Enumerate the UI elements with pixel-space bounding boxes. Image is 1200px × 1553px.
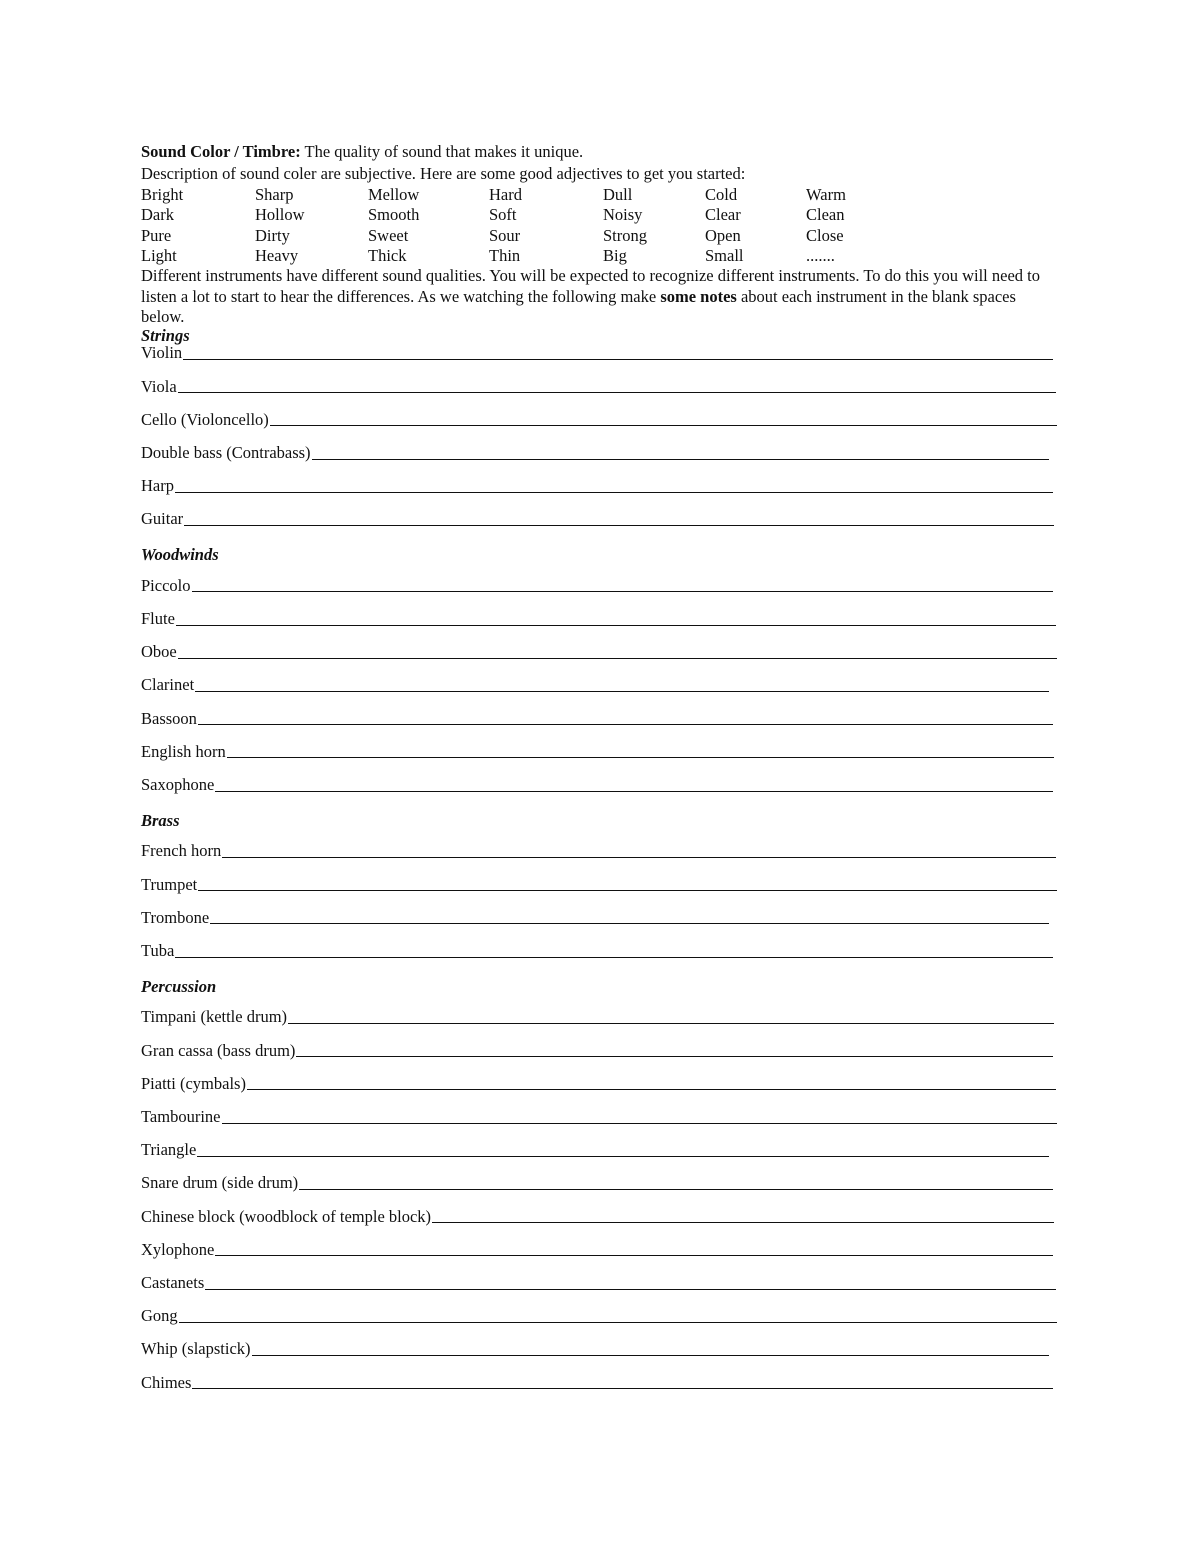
instrument-row: [141, 442, 1049, 464]
instrument-label: Viola: [141, 376, 177, 396]
instrument-row: [141, 1238, 1053, 1260]
instrument-label: Snare drum (side drum): [141, 1173, 299, 1193]
adjective: Smooth: [368, 205, 420, 225]
instrument-row: [141, 1139, 1049, 1161]
notes-blank-line[interactable]: [195, 691, 1049, 692]
notes-blank-line[interactable]: [176, 625, 1056, 626]
instrument-label: Chinese block (woodblock of temple block): [141, 1206, 432, 1226]
instrument-row: [141, 707, 1053, 729]
instructions-text-1: Different instruments have different sound qualities. You will be expected to recognize different instruments. To do this you will need to listen a lot to start to hear the differences. As we watching the following make: [141, 266, 1040, 306]
adjective: Hard: [489, 185, 522, 204]
notes-blank-line[interactable]: [183, 359, 1053, 360]
notes-blank-line[interactable]: [227, 757, 1054, 758]
notes-blank-line[interactable]: [198, 724, 1053, 725]
instrument-row: [141, 1272, 1056, 1294]
adjective: Dark: [141, 205, 174, 225]
adjective-row: [141, 246, 1059, 266]
adjective: Close: [806, 225, 844, 245]
notes-blank-line[interactable]: [288, 1023, 1054, 1024]
notes-blank-line[interactable]: [210, 923, 1049, 924]
instrument-row: [141, 508, 1054, 530]
instrument-label: Chimes: [141, 1372, 192, 1392]
instrument-label: French horn: [141, 841, 222, 861]
instrument-row: [141, 342, 1053, 364]
adjective: Open: [705, 225, 741, 245]
adjective: Small: [705, 245, 744, 265]
instrument-label: Double bass (Contrabass): [141, 442, 311, 462]
instrument-label: Tuba: [141, 940, 175, 960]
adjective: Thick: [368, 245, 407, 265]
instrument-row: [141, 408, 1057, 430]
instrument-row: [141, 1006, 1054, 1028]
adjective: Soft: [489, 205, 517, 225]
adjective: Dirty: [255, 225, 290, 245]
instrument-row: [141, 873, 1057, 895]
instrument-row: [141, 1305, 1057, 1327]
instrument-label: Cello (Violoncello): [141, 409, 269, 429]
notes-blank-line[interactable]: [178, 392, 1056, 393]
instrument-label: Violin: [141, 343, 183, 363]
instrument-row: [141, 1106, 1057, 1128]
instrument-row: [141, 608, 1056, 630]
instrument-row: [141, 1205, 1054, 1227]
instrument-row: [141, 1039, 1053, 1061]
notes-blank-line[interactable]: [247, 1089, 1056, 1090]
adjective-row: [141, 205, 1059, 225]
instrument-label: Xylophone: [141, 1239, 215, 1259]
section-heading-brass: Brass: [141, 810, 180, 830]
section-heading-strings: Strings: [141, 326, 190, 345]
instrument-label: Tambourine: [141, 1106, 221, 1126]
instrument-label: Oboe: [141, 642, 177, 662]
instrument-row: [141, 840, 1056, 862]
adjective: Warm: [806, 185, 846, 204]
instrument-label: Saxophone: [141, 774, 215, 794]
title-definition: The quality of sound that makes it unique.: [300, 142, 584, 161]
instrument-row: [141, 1072, 1056, 1094]
section-heading-woodwinds: Woodwinds: [141, 545, 219, 565]
title-line: [141, 142, 1059, 164]
notes-blank-line[interactable]: [252, 1355, 1049, 1356]
instrument-row: [141, 1172, 1053, 1194]
notes-blank-line[interactable]: [270, 425, 1057, 426]
adjective: Sharp: [255, 185, 294, 204]
adjective: Cold: [705, 185, 738, 204]
worksheet-page: [141, 142, 1059, 1392]
instrument-label: Trombone: [141, 907, 210, 927]
notes-blank-line[interactable]: [312, 459, 1049, 460]
instrument-label: Timpani (kettle drum): [141, 1007, 288, 1027]
instrument-label: Harp: [141, 476, 174, 496]
section-heading-percussion: Percussion: [141, 976, 217, 996]
notes-blank-line[interactable]: [222, 857, 1056, 858]
adjective: Thin: [489, 245, 521, 265]
adjective: Pure: [141, 225, 172, 245]
instrument-label: Guitar: [141, 509, 184, 529]
adjective: Big: [603, 245, 627, 265]
adjective: Sweet: [368, 225, 409, 245]
notes-blank-line[interactable]: [184, 525, 1054, 526]
instrument-row: [141, 906, 1049, 928]
adjective: Light: [141, 245, 177, 265]
adjective: Mellow: [368, 185, 420, 204]
notes-blank-line[interactable]: [192, 591, 1054, 592]
adjective: Hollow: [255, 205, 305, 225]
instrument-label: Triangle: [141, 1140, 197, 1160]
instrument-row: [141, 641, 1057, 663]
notes-blank-line[interactable]: [175, 492, 1053, 493]
page-title: Sound Color / Timbre:: [141, 142, 301, 161]
adjective: Clean: [806, 205, 845, 225]
adjective: Heavy: [255, 245, 299, 265]
adjective: Noisy: [603, 205, 643, 225]
instrument-label: Clarinet: [141, 675, 195, 695]
instrument-label: Piatti (cymbals): [141, 1073, 246, 1093]
adjective: .......: [806, 245, 835, 265]
instrument-label: Flute: [141, 608, 175, 628]
instrument-label: English horn: [141, 741, 226, 761]
instrument-row: [141, 774, 1053, 796]
instrument-row: [141, 1371, 1053, 1393]
instrument-row: [141, 375, 1056, 397]
instructions-text-2: about each instrument in the blank spaces below.: [141, 286, 1016, 327]
notes-blank-line[interactable]: [215, 791, 1053, 792]
adjective: Clear: [705, 205, 741, 225]
instrument-label: Gran cassa (bass drum): [141, 1040, 296, 1060]
instrument-label: Gong: [141, 1306, 178, 1326]
instrument-label: Castanets: [141, 1272, 205, 1292]
adjective: Dull: [603, 185, 633, 204]
notes-blank-line[interactable]: [215, 1255, 1053, 1256]
notes-blank-line[interactable]: [222, 1123, 1058, 1124]
instrument-label: Whip (slapstick): [141, 1339, 251, 1359]
instrument-row: [141, 740, 1054, 762]
notes-blank-line[interactable]: [178, 658, 1057, 659]
notes-blank-line[interactable]: [179, 1322, 1057, 1323]
notes-blank-line[interactable]: [296, 1056, 1053, 1057]
adjective-grid: [141, 185, 1059, 266]
instructions-paragraph: [141, 266, 1059, 332]
instructions-bold: some notes: [660, 286, 737, 306]
instrument-row: [141, 574, 1053, 596]
notes-blank-line[interactable]: [205, 1289, 1056, 1290]
instrument-label: Piccolo: [141, 575, 191, 595]
adjective: Bright: [141, 185, 184, 204]
notes-blank-line[interactable]: [432, 1222, 1054, 1223]
adjective-row: [141, 185, 1059, 205]
instrument-row: [141, 475, 1053, 497]
instrument-row: [141, 674, 1049, 696]
notes-blank-line[interactable]: [198, 890, 1057, 891]
adjective-row: [141, 226, 1059, 246]
instrument-label: Bassoon: [141, 708, 197, 728]
notes-blank-line[interactable]: [197, 1156, 1049, 1157]
instrument-row: [141, 940, 1053, 962]
adjective: Sour: [489, 225, 521, 245]
notes-blank-line[interactable]: [192, 1388, 1053, 1389]
adjective: Strong: [603, 225, 648, 245]
instrument-label: Trumpet: [141, 874, 198, 894]
instrument-row: [141, 1338, 1049, 1360]
notes-blank-line[interactable]: [299, 1189, 1053, 1190]
notes-blank-line[interactable]: [175, 957, 1053, 958]
description-line: Description of sound coler are subjective. Here are some good adjectives to get you started:: [141, 164, 746, 183]
